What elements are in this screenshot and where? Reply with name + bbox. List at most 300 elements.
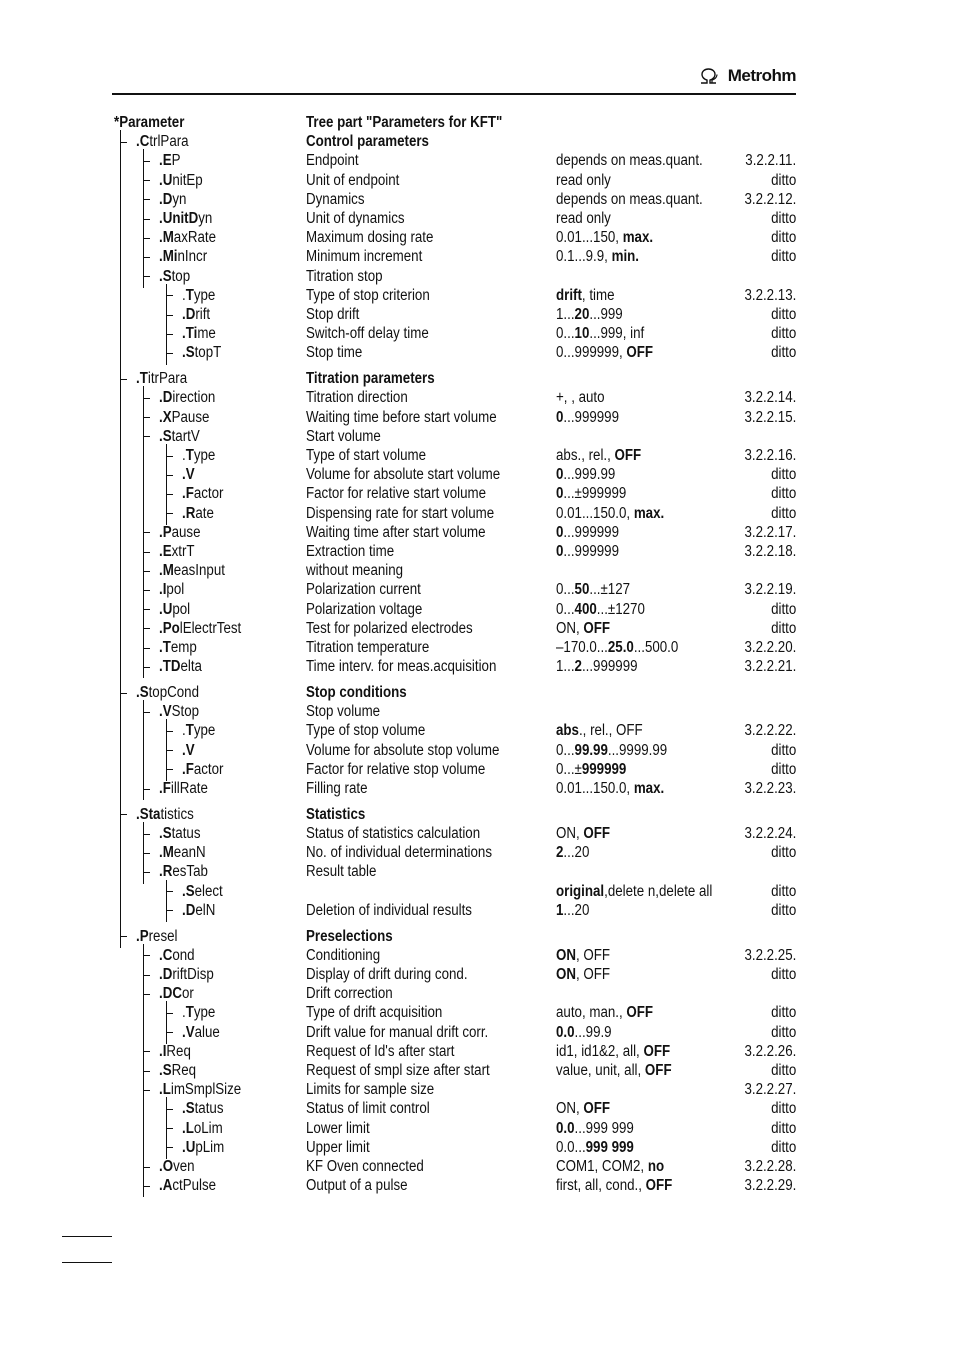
parameter-name-part: .C [159, 946, 173, 964]
parameter-range-part: 0 [556, 408, 564, 426]
parameter-name-part: .S [159, 825, 172, 842]
parameter-range-part: 0...999999, [556, 344, 627, 362]
tree-branch-tick [166, 769, 173, 770]
parameter-name-part: Pause [171, 408, 210, 426]
parameter-range-part: 2 [574, 658, 582, 676]
parameter-name-part: .U [182, 1138, 196, 1156]
section-reference: ditto [770, 966, 796, 983]
parameter-range [556, 523, 619, 542]
parameter-description: Test for polarized electrodes [306, 619, 473, 637]
tree-branch-tick [143, 417, 150, 418]
parameter-range-part: auto, man., [556, 1004, 627, 1022]
parameter-range-part: 0 [556, 543, 564, 560]
parameter-name-part: .S [182, 1100, 195, 1118]
parameter-range-part: 0... [556, 600, 575, 618]
section-reference: ditto [770, 248, 796, 266]
section-reference: ditto [770, 1100, 796, 1118]
section-reference: 3.2.2.22. [744, 722, 796, 740]
parameter-range [556, 209, 611, 228]
tree-branch-tick [120, 379, 127, 380]
parameter-range-part: OFF [645, 1177, 673, 1195]
tree-branch-tick [166, 315, 173, 316]
tree-branch-tick [166, 513, 173, 514]
parameter-name [136, 805, 194, 824]
section-reference: ditto [770, 466, 796, 484]
parameter-name [159, 638, 197, 657]
parameter-range [556, 465, 615, 484]
parameter-description: without meaning [306, 562, 404, 580]
parameter-name-part: elN [195, 901, 216, 919]
tree-branch-tick [143, 219, 150, 220]
parameter-name [182, 1099, 224, 1118]
parameter-range [556, 638, 678, 657]
parameter-range-part: id1, id1&2, all, [556, 1042, 644, 1060]
parameter-range-part: first, all, cond., [556, 1177, 646, 1195]
parameter-name [159, 388, 215, 407]
parameter-range [556, 1003, 653, 1022]
parameter-name [182, 465, 195, 484]
parameter-range-part: depends on meas.quant. [556, 190, 703, 208]
parameter-name-part: .V [159, 703, 172, 721]
parameter-range [556, 1042, 670, 1061]
tree-branch-tick [143, 1186, 150, 1187]
parameter-range-part: ON, [556, 825, 584, 842]
parameter-range-part: , OFF [575, 966, 611, 983]
parameter-range-part: ...99.9 [574, 1023, 612, 1041]
parameter-range [556, 171, 611, 190]
parameter-name [159, 209, 212, 228]
parameter-range-part: 0 [556, 485, 564, 503]
parameter-name [159, 984, 194, 1003]
parameter-name [136, 369, 187, 388]
parameter-name-part: .V [182, 1023, 195, 1041]
parameter-name-part: .V [182, 741, 195, 759]
parameter-range-part: ...999, inf [589, 325, 645, 343]
parameter-name-part: *Parameter [114, 114, 185, 131]
tree-row [0, 286, 954, 305]
parameter-name-part: pLim [195, 1138, 225, 1156]
parameter-range [556, 619, 610, 638]
parameter-name [182, 721, 215, 740]
parameter-name-part: T [185, 286, 194, 304]
parameter-name-part: ype [193, 447, 216, 464]
parameter-name-part: ype [193, 1004, 216, 1022]
parameter-name-part: T [185, 1004, 194, 1022]
tree-row [0, 305, 954, 324]
section-reference: 3.2.2.24. [744, 825, 796, 842]
parameter-description: Polarization voltage [306, 600, 423, 618]
section-reference: ditto [770, 504, 796, 522]
parameter-name [182, 1138, 224, 1157]
parameter-name-part: . [182, 722, 186, 740]
section-reference: 3.2.2.14. [744, 389, 796, 407]
parameter-name-part: xtrT [171, 543, 195, 560]
section-reference: ditto [770, 619, 796, 637]
parameter-range-part: 99.99 [574, 741, 608, 759]
parameter-name [159, 151, 181, 170]
parameter-range-part: value, unit, all, [556, 1062, 645, 1079]
parameter-description: Upper limit [306, 1138, 370, 1156]
parameter-description: Conditioning [306, 946, 381, 964]
section-reference: ditto [770, 600, 796, 618]
parameter-range-part: max. [622, 229, 654, 247]
parameter-name-part: yn [172, 190, 187, 208]
parameter-range-part: 1... [556, 658, 575, 676]
tree-branch-tick [120, 693, 127, 694]
parameter-range [556, 779, 664, 798]
parameter-range-part: ...20 [563, 901, 590, 919]
parameter-range-part: +, , auto [556, 389, 605, 407]
parameter-name-part: Stop [171, 703, 200, 721]
tree-branch-tick [120, 814, 127, 815]
parameter-range-part: ...±999999 [563, 485, 627, 503]
parameter-range-part: OFF [583, 825, 611, 842]
tree-trunk-line [166, 1097, 167, 1159]
parameter-name [159, 171, 203, 190]
parameter-range [556, 741, 667, 760]
parameter-name-part: . [182, 447, 186, 464]
section-reference: 3.2.2.12. [744, 190, 796, 208]
parameter-name-part: .M [159, 229, 174, 247]
parameter-range [556, 946, 610, 965]
section-reference: 3.2.2.16. [744, 447, 796, 464]
parameter-range-part: depends on meas.quant. [556, 152, 703, 170]
parameter-name-part: ate [195, 504, 214, 522]
section-reference: ditto [770, 210, 796, 227]
parameter-name-part: me [197, 325, 216, 343]
parameter-description: Factor for relative stop volume [306, 760, 486, 778]
parameter-range [556, 286, 615, 305]
parameter-description: Drift correction [306, 985, 393, 1003]
parameter-name [159, 965, 214, 984]
parameter-range [556, 343, 653, 362]
parameter-name-part: .P [136, 927, 149, 945]
tree-branch-tick [143, 180, 150, 181]
section-reference: ditto [770, 344, 796, 362]
tree-branch-tick [120, 142, 127, 143]
parameter-tree [0, 113, 954, 1203]
tree-trunk-line [143, 822, 144, 884]
tree-trunk-line [143, 944, 144, 1198]
parameter-description: Lower limit [306, 1119, 370, 1137]
parameter-description: Display of drift during cond. [306, 966, 468, 983]
parameter-name-part: .R [159, 863, 173, 881]
parameter-name-part: .S [182, 882, 195, 900]
parameter-range [556, 824, 610, 843]
parameter-range-part: 10 [574, 325, 590, 343]
parameter-range [556, 1061, 672, 1080]
parameter-range-part: 0... [556, 741, 575, 759]
parameter-name-part: riftDisp [172, 966, 214, 983]
parameter-description: Request of Id's after start [306, 1042, 455, 1060]
parameter-range-part: 0...± [556, 760, 582, 778]
parameter-description: KF Oven connected [306, 1158, 424, 1175]
parameter-name-part: esTab [172, 863, 208, 881]
tree-branch-tick [143, 1071, 150, 1072]
tree-heading-row [0, 113, 954, 132]
parameter-name-part: .DC [159, 985, 182, 1003]
tree-branch-tick [143, 628, 150, 629]
tree-trunk-line [143, 149, 144, 287]
section-reference: 3.2.2.18. [744, 543, 796, 560]
section-reference: ditto [770, 306, 796, 323]
tree-heading-row [0, 927, 954, 946]
parameter-range [556, 600, 645, 619]
parameter-range-part: 999 999 [585, 1138, 634, 1156]
tree-branch-tick [143, 975, 150, 976]
parameter-range-part: OFF [614, 447, 642, 464]
parameter-name-part: illRate [170, 780, 208, 797]
parameter-description: Output of a pulse [306, 1177, 408, 1195]
parameter-name-part: alue [194, 1023, 220, 1041]
parameter-range-part: 0.0... [556, 1138, 586, 1156]
parameter-range-part: abs [556, 722, 579, 740]
parameter-range-part: 50 [574, 581, 590, 599]
parameter-name-part: .U [159, 600, 173, 618]
parameter-range-part: 0... [556, 581, 575, 599]
parameter-name-part: .A [159, 1177, 173, 1195]
parameter-name-part: topCond [148, 684, 200, 701]
parameter-description: Stop conditions [306, 684, 407, 701]
brand-name: Metrohm [727, 66, 796, 85]
section-reference: 3.2.2.21. [744, 658, 796, 676]
section-reference: ditto [770, 901, 796, 919]
parameter-description: Titration direction [306, 389, 408, 407]
parameter-name [182, 760, 223, 779]
parameter-range-part: ...999 999 [574, 1119, 634, 1137]
parameter-range-part: 20 [574, 306, 590, 323]
parameter-name-part: elta [180, 658, 202, 676]
parameter-name [159, 779, 208, 798]
tree-heading-row [0, 805, 954, 824]
parameter-range [556, 408, 619, 427]
parameter-name [159, 1061, 196, 1080]
metrohm-omega-icon [699, 68, 725, 84]
parameter-name-part: .D [182, 306, 196, 323]
parameter-range [556, 760, 626, 779]
parameter-name-part: .S [159, 427, 172, 445]
parameter-name-part: Req [166, 1042, 191, 1060]
parameter-description: Minimum increment [306, 248, 423, 266]
tree-trunk-line [143, 386, 144, 678]
tree-branch-tick [143, 552, 150, 553]
parameter-description: Drift value for manual drift corr. [306, 1023, 489, 1041]
parameter-name [159, 542, 195, 561]
parameter-name [159, 523, 201, 542]
section-reference: ditto [770, 741, 796, 759]
tree-branch-tick [143, 257, 150, 258]
tree-row [0, 343, 954, 362]
parameter-range [556, 657, 638, 676]
parameter-name [159, 824, 201, 843]
parameter-name-part: T [185, 447, 194, 464]
parameter-name-part: rift [195, 306, 211, 323]
parameter-name-part: pol [166, 581, 185, 599]
parameter-range [556, 388, 605, 407]
parameter-description: Type of start volume [306, 447, 427, 464]
parameter-range [556, 305, 623, 324]
tree-trunk-line [166, 880, 167, 922]
parameter-description: Polarization current [306, 581, 421, 599]
tree-branch-tick [166, 1109, 173, 1110]
section-reference: 3.2.2.19. [744, 581, 796, 599]
parameter-description: Maximum dosing rate [306, 229, 434, 247]
parameter-range-part: COM1, COM2, [556, 1158, 648, 1175]
parameter-range-part: ON, [556, 619, 584, 637]
tree-heading-row [0, 132, 954, 151]
section-reference: ditto [770, 1062, 796, 1079]
parameter-range [556, 324, 644, 343]
parameter-range-part: ON [556, 946, 576, 964]
parameter-name-part: .S [159, 1062, 172, 1079]
parameter-description: Status of limit control [306, 1100, 430, 1118]
tree-branch-tick [143, 276, 150, 277]
parameter-range-part: OFF [626, 344, 654, 362]
section-reference: 3.2.2.20. [744, 639, 796, 656]
parameter-name [182, 1119, 223, 1138]
parameter-description: Tree part "Parameters for KFT" [306, 114, 503, 131]
parameter-name-part: Req [171, 1062, 197, 1079]
tree-branch-tick [166, 910, 173, 911]
parameter-description: Extraction time [306, 543, 395, 560]
tree-branch-tick [166, 353, 173, 354]
section-reference: ditto [770, 485, 796, 503]
tree-branch-tick [166, 1128, 173, 1129]
parameter-range-part: 0.1...9.9, [556, 248, 612, 266]
parameter-name-part: topT [194, 344, 222, 362]
parameter-name-part: easInput [173, 562, 225, 580]
parameter-range-part: ON, [556, 1100, 584, 1118]
parameter-range-part: 0 [556, 523, 564, 541]
section-reference: 3.2.2.23. [744, 780, 796, 797]
parameter-name-part: ond [172, 946, 195, 964]
section-reference: ditto [770, 844, 796, 862]
parameter-range-part: OFF [626, 1004, 654, 1022]
parameter-range-part: OFF [643, 1042, 671, 1060]
section-reference: 3.2.2.25. [744, 946, 796, 964]
section-reference: 3.2.2.15. [744, 408, 796, 426]
parameter-description: Limits for sample size [306, 1081, 435, 1099]
parameter-name-part: .X [159, 408, 172, 426]
parameter-range [556, 151, 703, 170]
parameter-range-part: , time [581, 286, 615, 304]
parameter-range-part: min. [611, 248, 640, 266]
parameter-name-part: or [181, 985, 194, 1003]
parameter-range-part: ...20 [563, 844, 590, 862]
parameter-description: Statistics [306, 805, 366, 823]
parameter-description: Type of stop criterion [306, 286, 430, 304]
tree-branch-tick [143, 238, 150, 239]
parameter-range-part: 999999 [581, 760, 627, 778]
tree-trunk-line [166, 444, 167, 525]
parameter-range-part: ON [556, 966, 576, 983]
parameter-name-part: .T [136, 370, 148, 388]
parameter-range [556, 1119, 634, 1138]
parameter-name-part: .Sta [136, 805, 161, 823]
parameter-name-part: .M [159, 844, 174, 862]
parameter-name [182, 504, 214, 523]
parameter-range-part: 25.0 [607, 639, 634, 656]
parameter-name [182, 343, 221, 362]
parameter-range-part: ., rel., OFF [578, 722, 643, 740]
parameter-name-part: ype [193, 722, 216, 740]
parameter-name [159, 600, 190, 619]
parameter-range [556, 1157, 664, 1176]
tree-branch-tick [143, 436, 150, 437]
parameter-name [159, 843, 206, 862]
parameter-name [159, 657, 202, 676]
parameter-name-part: pol [172, 600, 191, 618]
tree-branch-tick [143, 590, 150, 591]
parameter-description: Titration parameters [306, 370, 435, 388]
parameter-name [182, 882, 223, 901]
parameter-name-part: ype [193, 286, 216, 304]
parameter-range-part: 1 [556, 901, 564, 919]
parameter-name [159, 619, 241, 638]
parameter-range-part: 1... [556, 306, 575, 323]
tree-branch-tick [143, 789, 150, 790]
parameter-name-part: P [171, 152, 181, 170]
parameter-name-part: elect [194, 882, 223, 900]
parameter-range-part: 0 [556, 466, 564, 484]
parameter-name [159, 1042, 191, 1061]
tree-branch-tick [166, 494, 173, 495]
tree-branch-tick [143, 1090, 150, 1091]
parameter-name-part: T [185, 722, 194, 740]
parameter-range-part: OFF [583, 1100, 611, 1118]
parameter-name-part: .V [182, 466, 195, 484]
parameter-range [556, 965, 610, 984]
parameter-name [159, 1080, 241, 1099]
tree-branch-tick [143, 609, 150, 610]
parameter-range-part: 400 [574, 600, 597, 618]
parameter-name-part: .Mi [159, 248, 178, 266]
parameter-name-part: .UnitD [159, 210, 199, 227]
tree-branch-tick [166, 334, 173, 335]
tree-branch-tick [143, 398, 150, 399]
parameter-range [556, 1138, 634, 1157]
parameter-name-part: top [171, 267, 191, 285]
parameter-name [159, 408, 209, 427]
tree-branch-tick [143, 994, 150, 995]
section-reference: ditto [770, 760, 796, 778]
footer-rule-bottom [62, 1262, 112, 1263]
parameter-description: Stop volume [306, 703, 381, 721]
parameter-range-part: 0... [556, 325, 575, 343]
parameter-description: Request of smpl size after start [306, 1062, 490, 1079]
parameter-name-part: .F [182, 760, 194, 778]
parameter-range-part: 0.0 [556, 1119, 575, 1137]
tree-branch-tick [166, 731, 173, 732]
parameter-range [556, 446, 641, 465]
parameter-range-part: ...999 [589, 306, 623, 323]
parameter-description: Status of statistics calculation [306, 825, 481, 842]
section-reference: ditto [770, 1138, 796, 1156]
tree-row [0, 901, 954, 920]
tree-branch-tick [143, 532, 150, 533]
tree-branch-tick [166, 891, 173, 892]
tree-branch-tick [143, 853, 150, 854]
parameter-range [556, 901, 589, 920]
section-reference: 3.2.2.17. [744, 523, 796, 541]
parameter-name-part: .E [159, 152, 172, 170]
tree-row [0, 882, 954, 901]
parameter-name-part: .L [182, 1119, 194, 1137]
parameter-name-part: .E [159, 543, 172, 560]
parameter-range [556, 721, 643, 740]
parameter-description: Factor for relative start volume [306, 485, 487, 503]
section-reference: 3.2.2.29. [744, 1177, 796, 1195]
